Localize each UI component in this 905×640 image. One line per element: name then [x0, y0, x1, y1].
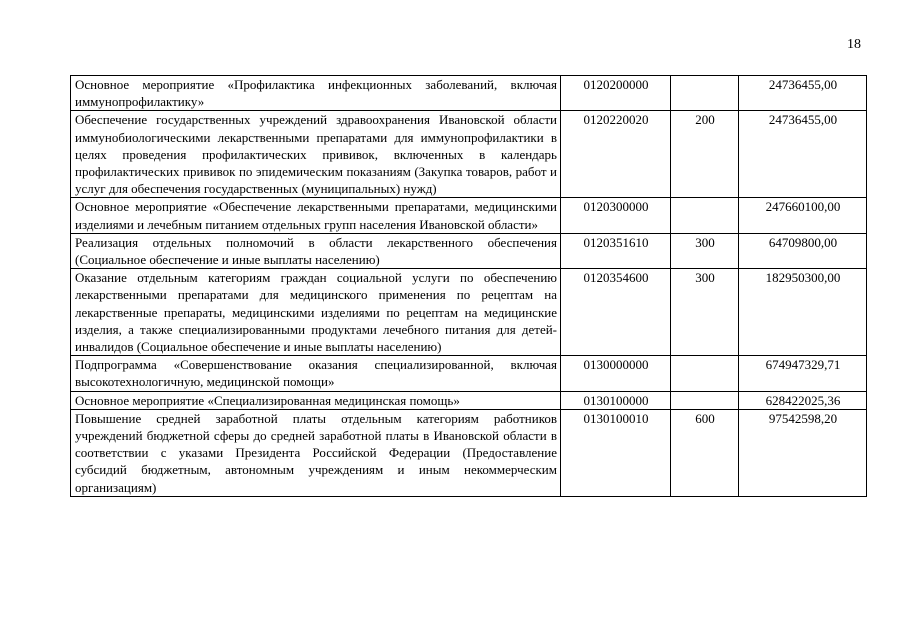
expense-type-code-cell: 300 [671, 233, 739, 268]
expense-name-cell: Подпрограмма «Совершенствование оказания специализированной, включая высокотехнологичную, медицинской помощи» [71, 356, 561, 391]
expense-name-cell: Повышение средней заработной платы отдельным категориям работников учреждений бюджетной сферы до средней заработной платы в Ивановской области в соответствии с указами Президента Российской Федерации (Предоставление субсидий бюджетным, автономным учреждениям и иным некоммерческим организациям) [71, 409, 561, 496]
expense-name-cell: Основное мероприятие «Обеспечение лекарственными препаратами, медицинскими изделиями и лечебным питанием отдельных групп населения Ивановской области» [71, 198, 561, 233]
amount-cell: 97542598,20 [739, 409, 867, 496]
table-row [71, 233, 867, 268]
expense-name-cell: Обеспечение государственных учреждений здравоохранения Ивановской области иммунобиологическими лекарственными препаратами для иммунопрофилактики в целях проведения профилактических прививок, включенных в календарь профилактических прививок по эпидемическим показаниям (Закупка товаров, работ и услуг для обеспечения государственных (муниципальных) нужд) [71, 111, 561, 198]
expense-type-code-cell: 300 [671, 269, 739, 356]
table-row [71, 409, 867, 496]
table-row [71, 269, 867, 356]
page-number: 18 [847, 37, 861, 52]
target-article-code-cell: 0120351610 [561, 233, 671, 268]
table-row [71, 111, 867, 198]
expense-name-cell: Реализация отдельных полномочий в области лекарственного обеспечения (Социальное обеспечение и иные выплаты населению) [71, 233, 561, 268]
table-row [71, 356, 867, 391]
expense-type-code-cell: 600 [671, 409, 739, 496]
table-row [71, 391, 867, 409]
expense-type-code-cell: 200 [671, 111, 739, 198]
target-article-code-cell: 0120200000 [561, 76, 671, 111]
table-row [71, 198, 867, 233]
expense-name-cell: Основное мероприятие «Профилактика инфекционных заболеваний, включая иммунопрофилактику» [71, 76, 561, 111]
target-article-code-cell: 0130100010 [561, 409, 671, 496]
amount-cell: 24736455,00 [739, 111, 867, 198]
target-article-code-cell: 0120354600 [561, 269, 671, 356]
amount-cell: 24736455,00 [739, 76, 867, 111]
expense-type-code-cell [671, 198, 739, 233]
table-row [71, 76, 867, 111]
amount-cell: 247660100,00 [739, 198, 867, 233]
expense-type-code-cell [671, 356, 739, 391]
expense-type-code-cell [671, 76, 739, 111]
target-article-code-cell: 0130000000 [561, 356, 671, 391]
budget-table [70, 75, 867, 497]
amount-cell: 64709800,00 [739, 233, 867, 268]
target-article-code-cell: 0130100000 [561, 391, 671, 409]
amount-cell: 628422025,36 [739, 391, 867, 409]
amount-cell: 182950300,00 [739, 269, 867, 356]
target-article-code-cell: 0120300000 [561, 198, 671, 233]
target-article-code-cell: 0120220020 [561, 111, 671, 198]
expense-type-code-cell [671, 391, 739, 409]
expense-name-cell: Основное мероприятие «Специализированная медицинская помощь» [71, 391, 561, 409]
expense-name-cell: Оказание отдельным категориям граждан социальной услуги по обеспечению лекарственными препаратами для медицинского применения по рецептам на лекарственные препараты, медицинскими изделиями по рецептам на медицинские изделия, а также специализированными продуктами лечебного питания для детей-инвалидов (Социальное обеспечение и иные выплаты населению) [71, 269, 561, 356]
amount-cell: 674947329,71 [739, 356, 867, 391]
